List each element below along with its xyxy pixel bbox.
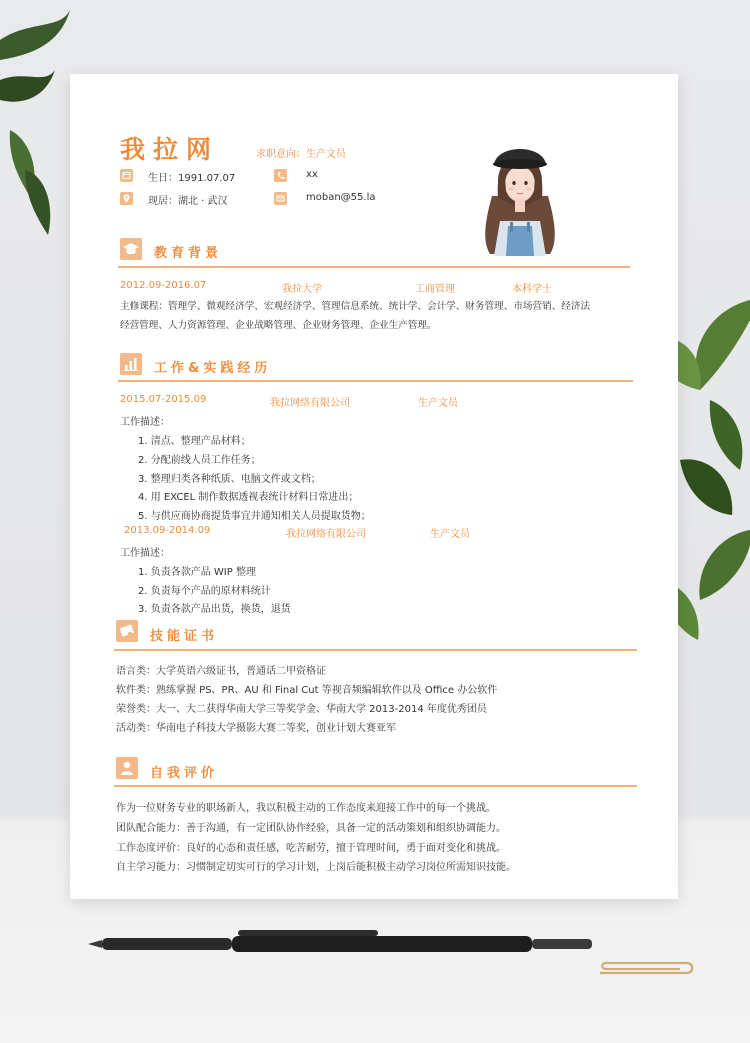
phone: xx [306,169,318,180]
skills-line: 语言类：大学英语六级证书，普通话二甲资格证 [116,666,326,677]
list-item: 3. 负责各款产品出货，换货，退货 [138,604,291,615]
education-courses-cont: 经营管理、人力资源管理、企业战略管理、企业财务管理、企业生产管理。 [120,320,437,331]
list-item: 2. 负责每个产品的原材料统计 [138,586,271,597]
email: moban@55.la [306,192,376,203]
pen [88,930,598,958]
location-pin-icon [120,192,133,205]
section-title-work: 工作&实践经历 [154,361,272,376]
phone-icon [274,169,287,182]
education-courses: 主修课程：管理学、微观经济学、宏观经济学、管理信息系统、统计学、会计学、财务管理、市场营销、经济法 [120,301,591,312]
list-item: 1. 清点、整理产品材料； [138,436,251,447]
resume-name: 我拉网 [120,135,220,164]
self-eval-line: 作为一位财务专业的职场新人，我以积极主动的工作态度来迎接工作中的每一个挑战。 [116,803,496,814]
education-period: 2012.09-2016.07 [120,280,207,291]
email-icon [274,192,287,205]
person-icon [116,757,138,779]
job1-period: 2015.07-2015.09 [120,394,207,405]
skills-line: 荣誉类：大一、大二获得华南大学三等奖学金、华南大学 2013-2014 年度优秀团员 [116,704,487,715]
certificate-icon [116,620,138,642]
job-intent: 求职意向：生产文员 [256,149,346,160]
job2-period: 2013.09-2014.09 [124,525,211,536]
section-divider [118,266,630,268]
self-eval-line: 团队配合能力：善于沟通，有一定团队协作经验，具备一定的活动策划和组织协调能力。 [116,823,506,834]
list-item: 4. 用 EXCEL 制作数据透视表统计材料日常进出； [138,492,359,503]
section-title-self-evaluation: 自我评价 [150,766,219,781]
plant-leaves-top-left [0,0,80,260]
graduation-cap-icon [120,238,142,260]
residence: 现居：湖北 · 武汉 [148,196,228,207]
section-divider [114,649,637,651]
list-item: 2. 分配前线人员工作任务； [138,455,261,466]
self-eval-line: 自主学习能力：习惯制定切实可行的学习计划，上岗后能积极主动学习岗位所需知识技能。 [116,862,516,873]
skills-line: 活动类：华南电子科技大学摄影大赛二等奖，创业计划大赛亚军 [116,723,396,734]
list-item: 1. 负责各款产品 WIP 整理 [138,567,256,578]
skills-line: 软件类：熟练掌握 PS、PR、AU 和 Final Cut 等视音频编辑软件以及 Office 办公软件 [116,685,498,696]
avatar-illustration [470,126,570,256]
birthday: 生日：1991.07.07 [148,173,236,184]
paper-clip [592,955,700,981]
bar-chart-icon [120,353,142,375]
list-item: 3. 整理归类各种纸质、电脑文件或文档； [138,474,321,485]
calendar-icon [120,169,133,182]
resume-paper [70,74,678,899]
education-degree: 本科学士 [512,284,552,295]
job1-desc-label: 工作描述： [120,417,170,428]
job1-position: 生产文员 [418,398,458,409]
job1-company: 我拉网络有限公司 [270,398,350,409]
education-school: 我拉大学 [282,284,322,295]
education-major: 工商管理 [415,284,455,295]
list-item: 5. 与供应商协商提货事宜并通知相关人员提取货物； [138,511,371,522]
self-eval-line: 工作态度评价：良好的心态和责任感，吃苦耐劳，擅于管理时间，勇于面对变化和挑战。 [116,843,506,854]
section-divider [114,785,637,787]
job2-position: 生产文员 [430,529,470,540]
job2-desc-label: 工作描述： [120,548,170,559]
job2-company: 我拉网络有限公司 [286,529,366,540]
section-title-skills: 技能证书 [150,629,219,644]
section-divider [118,380,633,382]
section-title-education: 教育背景 [154,246,223,261]
